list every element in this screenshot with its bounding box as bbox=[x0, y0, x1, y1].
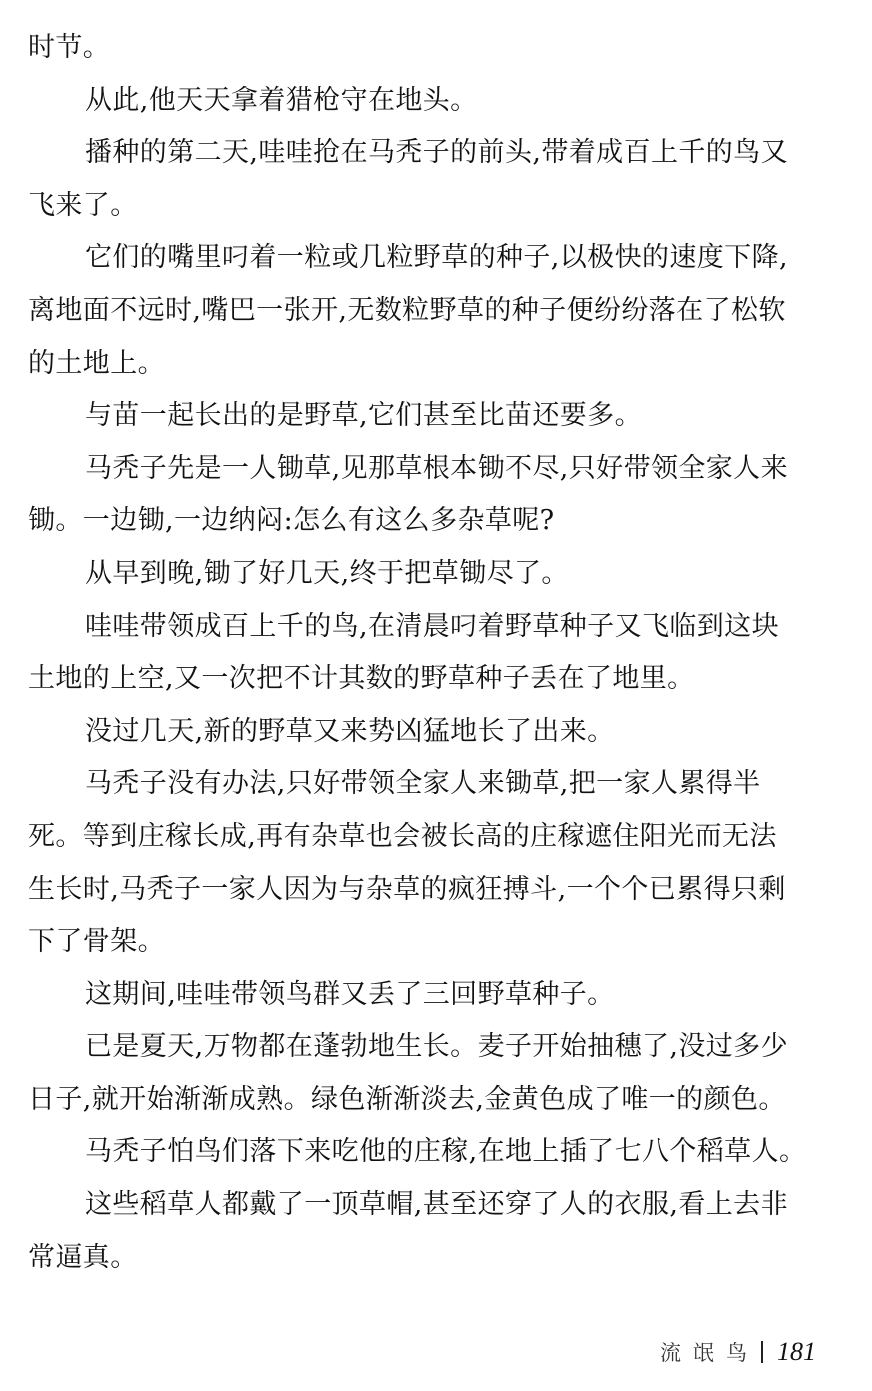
text-line: 常逼真。 bbox=[28, 1241, 138, 1273]
text-line: 它们的嘴里叼着一粒或几粒野草的种子,以极快的速度下降, bbox=[85, 242, 788, 274]
page-footer bbox=[660, 1334, 816, 1370]
text-line: 时节。 bbox=[28, 32, 111, 63]
text-line: 这期间,哇哇带领鸟群又丢了三回野草种子。 bbox=[85, 978, 615, 1010]
text-line: 锄。一边锄,一边纳闷:怎么有这么多杂草呢? bbox=[28, 505, 555, 537]
page-number: 181 bbox=[777, 1337, 816, 1366]
footer-divider bbox=[761, 1341, 763, 1363]
text-line: 没过几天,新的野草又来势凶猛地长了出来。 bbox=[85, 715, 615, 747]
text-line: 的土地上。 bbox=[28, 347, 165, 379]
text-line: 播种的第二天,哇哇抢在马秃子的前头,带着成百上千的鸟又 bbox=[85, 137, 788, 169]
text-line: 生长时,马秃子一家人因为与杂草的疯狂搏斗,一个个已累得只剩 bbox=[28, 873, 786, 905]
text-line: 飞来了。 bbox=[28, 189, 138, 221]
page-body bbox=[28, 22, 842, 1284]
text-line: 这些稻草人都戴了一顶草帽,甚至还穿了人的衣服,看上去非 bbox=[85, 1189, 788, 1221]
text-line: 土地的上空,又一次把不计其数的野草种子丢在了地里。 bbox=[28, 663, 695, 695]
text-line: 死。等到庄稼长成,再有杂草也会被长高的庄稼遮住阳光而无法 bbox=[28, 820, 777, 852]
running-title: 流氓鸟 bbox=[660, 1341, 759, 1365]
text-line: 马秃子没有办法,只好带领全家人来锄草,把一家人累得半 bbox=[85, 768, 761, 800]
text-line: 已是夏天,万物都在蓬勃地生长。麦子开始抽穗了,没过多少 bbox=[85, 1031, 788, 1063]
text-line: 哇哇带领成百上千的鸟,在清晨叼着野草种子又飞临到这块 bbox=[85, 610, 779, 642]
text-line: 与苗一起长出的是野草,它们甚至比苗还要多。 bbox=[85, 400, 642, 432]
text-line: 离地面不远时,嘴巴一张开,无数粒野草的种子便纷纷落在了松软 bbox=[28, 294, 786, 326]
text-line: 马秃子先是一人锄草,见那草根本锄不尽,只好带领全家人来 bbox=[85, 452, 788, 484]
text-line: 下了骨架。 bbox=[28, 926, 165, 958]
text-line: 日子,就开始渐渐成熟。绿色渐渐淡去,金黄色成了唯一的颜色。 bbox=[28, 1083, 786, 1115]
text-line: 从此,他天天拿着猎枪守在地头。 bbox=[85, 84, 478, 116]
text-line: 马秃子怕鸟们落下来吃他的庄稼,在地上插了七八个稻草人。 bbox=[85, 1136, 807, 1168]
text-line: 从早到晚,锄了好几天,终于把草锄尽了。 bbox=[85, 557, 569, 589]
